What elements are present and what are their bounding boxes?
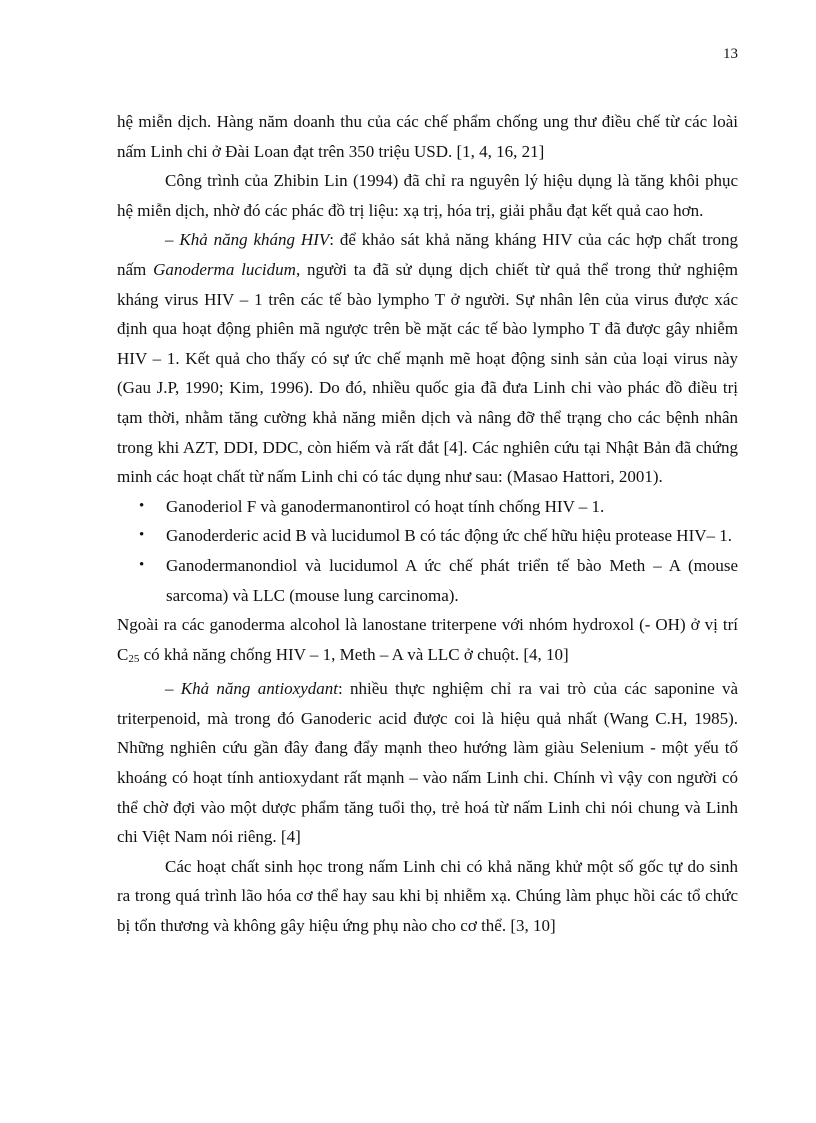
section-heading-antioxydant: Khả năng antioxydant (180, 679, 338, 699)
paragraph-continuation: hệ miễn dịch. Hàng năm doanh thu của các chế phẩm chống ung thư điều chế từ các loài nấm Linh chi ở Đài Loan đạt trên 350 triệu USD. [1, 4, 16, 21] (117, 112, 738, 161)
bullet-icon: • (139, 527, 145, 544)
paragraph-free-radicals: Các hoạt chất sinh học trong nấm Linh chi có khả năng khử một số gốc tự do sinh ra trong quá trình lão hóa cơ thể hay sau khi bị nhiễm xạ. Chúng làm phục hồi các tổ chức bị tổn thương và không gây hiệu ứng phụ nào cho cơ thể. [3, 10] (117, 856, 738, 936)
list-item: • Ganoderderic acid B và lucidumol B có tác động ức chế hữu hiệu protease HIV– 1. (117, 521, 738, 551)
paragraph-ganoderma-alcohol: Ngoài ra các ganoderma alcohol là lanostane triterpene với nhóm hydroxol (- OH) ở vị trí C25 có khả năng chống HIV – 1, Meth – A và LLC ở chuột. [4, 10] (117, 615, 738, 665)
document-body (117, 107, 738, 941)
dash: – (165, 679, 181, 699)
bullet-list (117, 492, 738, 610)
subscript: 25 (128, 652, 140, 665)
bullet-icon: • (139, 497, 145, 514)
dash: – (165, 230, 180, 250)
section-heading-hiv: Khả năng kháng HIV (179, 230, 330, 250)
list-item: • Ganoderiol F và ganodermanontirol có hoạt tính chống HIV – 1. (117, 492, 738, 522)
page-number: 13 (723, 46, 738, 62)
species-name: Ganoderma lucidum (153, 259, 296, 279)
bullet-icon: • (139, 556, 145, 573)
paragraph-antioxydant: – Khả năng antioxydant: nhiều thực nghiệm chỉ ra vai trò của các saponine và triterpenoid, mà trong đó Ganoderic acid được coi là hiệu quả nhất (Wang C.H, 1985). Những nghiên cứu gần đây đang đẩy mạnh theo hướng làm giàu Selenium - một yếu tố khoáng có hoạt tính antioxydant rất mạnh – vào nấm Linh chi. Chính vì vậy con người có thể chờ đợi vào một dược phẩm tăng tuổi thọ, trẻ hoá từ nấm Linh chi nói chung và Linh chi Việt Nam nói riêng. [4] (117, 679, 738, 847)
paragraph-zhibin-lin: Công trình của Zhibin Lin (1994) đã chỉ ra nguyên lý hiệu dụng là tăng khôi phục hệ miễn dịch, nhờ đó các phác đồ trị liệu: xạ trị, hóa trị, giải phẫu đạt kết quả cao hơn. (117, 171, 738, 220)
list-item: • Ganodermanondiol và lucidumol A ức chế phát triển tế bào Meth – A (mouse sarcoma) và LLC (mouse lung carcinoma). (117, 551, 738, 610)
paragraph-hiv: – Khả năng kháng HIV: để khảo sát khả năng kháng HIV của các hợp chất trong nấm Ganoderma lucidum, người ta đã sử dụng dịch chiết từ quả thể trong thử nghiệm kháng virus HIV – 1 trên các tế bào lympho T ở người. Sự nhân lên của virus được xác định qua hoạt động phiên mã ngược trên bề mặt các tế bào lympho T đã được gây nhiễm HIV – 1. Kết quả cho thấy có sự ức chế mạnh mẽ hoạt động sinh sản của loại virus này (Gau J.P, 1990; Kim, 1996). Do đó, nhiều quốc gia đã đưa Linh chi vào phác đồ điều trị tạm thời, nhằm tăng cường khả năng miễn dịch và nâng đỡ thể trạng cho các bệnh nhân trong khi AZT, DDI, DDC, còn hiếm và rất đắt [4]. Các nghiên cứu tại Nhật Bản đã chứng minh các hoạt chất từ nấm Linh chi có tác dụng như sau: (Masao Hattori, 2001). (117, 230, 738, 487)
